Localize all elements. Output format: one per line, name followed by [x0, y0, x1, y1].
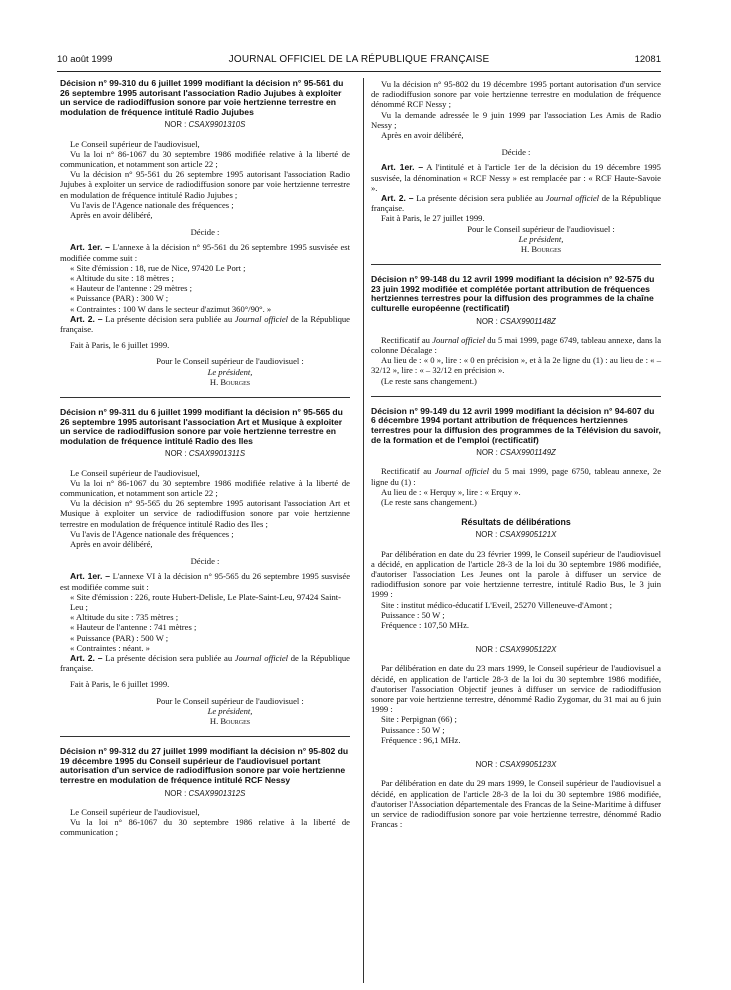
power-line: Puissance : 50 W ; — [381, 609, 445, 620]
article-label: Art. 2. – — [70, 313, 103, 324]
annex-line: « Contraintes : 100 W dans le secteur d'azimut 360°/90°. » — [70, 303, 272, 314]
signature-title: Le président, — [207, 366, 253, 377]
nor-reference: NOR : CSAX9901310S — [164, 120, 246, 130]
nor-code: CSAX9905123X — [499, 760, 557, 770]
results-section — [371, 517, 661, 829]
annex-line: « Puissance (PAR) : 300 W ; — [70, 293, 169, 304]
article-label: Art. 1er. – — [70, 242, 110, 253]
signature-line: Pour le Conseil supérieur de l'audiovisuel : — [467, 223, 615, 234]
fait-a-paris: Fait à Paris, le 6 juillet 1999. — [70, 679, 170, 690]
decide-heading: Décide : — [190, 556, 220, 567]
site-line: Site : Perpignan (66) ; — [381, 714, 457, 725]
nor-reference: NOR : CSAX9901148Z — [476, 316, 556, 326]
article-1: Art. 1er. – A l'intitulé et à l'article 1er de la décision du 19 décembre 1995 susvisée, la dénomination « RCF Nessy » est remplacée par : « RCF Haute-Savoie ». — [371, 162, 661, 193]
article-1: Art. 1er. – L'annexe à la décision n° 95-561 du 26 septembre 1995 susvisée est modifiée comme suit : — [60, 242, 350, 263]
article-label: Art. 1er. – — [381, 162, 424, 173]
nor-reference: NOR : CSAX9905121X — [475, 530, 557, 540]
paragraph: Vu la décision n° 95-802 du 19 décembre 1995 portant autorisation d'un service de radiodiffusion sonore par voie hertzienne terrestre en modulation de fréquence dénommé RCF Nessy ; — [371, 79, 661, 110]
decide-heading: Décide : — [501, 147, 531, 158]
header-journal-title: JOURNAL OFFICIEL DE LA RÉPUBLIQUE FRANÇAISE — [228, 54, 490, 65]
power-line: Puissance : 50 W ; — [381, 724, 445, 735]
signature-name: H. Bourges — [209, 716, 251, 727]
nor-code: CSAX9901148Z — [500, 316, 556, 326]
decision-title: Décision n° 99-149 du 12 avril 1999 modifiant la décision n° 94-607 du 6 décembre 1994 portant attribution de fréquences hertziennes terrestres pour la diffusion des programmes de la Télévision du savoir, de la formation et de l'emploi (rectificatif) — [371, 405, 661, 445]
annex-line: « Puissance (PAR) : 500 W ; — [70, 632, 169, 643]
paragraph: Après en avoir délibéré, — [381, 130, 464, 141]
article-label: Art. 2. – — [70, 653, 103, 664]
annex-line: « Site d'émission : 226, route Hubert-Delisle, Le Plate-Saint-Leu, 97424 Saint-Leu ; — [70, 591, 342, 613]
paragraph: Vu l'avis de l'Agence nationale des fréquences ; — [70, 199, 234, 210]
nor-reference: NOR : CSAX9901312S — [164, 788, 246, 798]
decision-99-310 — [60, 79, 350, 387]
section-rule — [371, 264, 661, 265]
section-rule — [371, 396, 661, 397]
column-divider — [363, 78, 364, 983]
paragraph: Vu la loi n° 86-1067 du 30 septembre 1986 modifiée relative à la liberté de communication, et notamment son article 22 ; — [60, 148, 350, 169]
page-header — [57, 55, 661, 67]
paragraph: Par délibération en date du 23 mars 1999, le Conseil supérieur de l'audiovisuel a décidé, en application de l'article 28-3 de la loi du 30 septembre 1986 modifiée, d'autoriser l'association Objectif jeunes à diffuser un service de radiodiffusion sonore par voie hertzienne terrestre, dénommé Radio Zygomar, du 31 mai au 6 juin 1999 : — [371, 663, 661, 715]
paragraph: Vu la loi n° 86-1067 du 30 septembre 1986 modifiée relative à la liberté de communication, et notamment son article 22 ; — [60, 477, 350, 499]
paragraph: Par délibération en date du 23 février 1999, le Conseil supérieur de l'audiovisuel a décidé, en application de l'article 28-3 de la loi du 30 septembre 1986 modifiée, d'autoriser l'association Les Jeunes ont la parole à diffuser un service de radiodiffusion sonore par voie hertzienne terrestre, intitulé Radio Bus, le 3 juin 1999 : — [371, 548, 661, 600]
nor-reference: NOR : CSAX9901311S — [164, 449, 246, 459]
section-rule — [60, 736, 350, 737]
signature-line: Pour le Conseil supérieur de l'audiovisuel : — [156, 356, 304, 367]
paragraph: Vu la loi n° 86-1067 du 30 septembre 1986 relative à la liberté de communication ; — [60, 817, 350, 838]
nor-reference: NOR : CSAX9901149Z — [476, 448, 556, 458]
annex-line: « Hauteur de l'antenne : 741 mètres ; — [70, 622, 197, 633]
decision-99-149 — [371, 407, 661, 507]
signature-title: Le président, — [518, 233, 564, 244]
site-line: Site : institut médico-éducatif L'Eveil, 25270 Villeneuve-d'Amont ; — [381, 599, 613, 610]
section-heading: Résultats de délibérations — [461, 517, 571, 528]
paragraph: Après en avoir délibéré, — [70, 210, 153, 220]
paragraph: Au lieu de : « Herquy », lire : « Erquy ». — [381, 486, 521, 497]
paragraph: (Le reste sans changement.) — [381, 497, 477, 508]
annex-line: « Hauteur de l'antenne : 29 mètres ; — [70, 283, 193, 294]
signature-title: Le président, — [207, 705, 253, 716]
signature-name: H. Bourges — [209, 376, 251, 387]
article-2: Art. 2. – La présente décision sera publiée au Journal officiel de la République française. — [371, 193, 661, 214]
fait-a-paris: Fait à Paris, le 27 juillet 1999. — [381, 213, 485, 224]
paragraph: Rectificatif au Journal officiel du 5 mai 1999, page 6750, tableau annexe, 2e ligne du (1) : — [371, 466, 662, 487]
result-1 — [371, 530, 661, 630]
nor-reference: NOR : CSAX9905122X — [475, 645, 557, 655]
article-2: Art. 2. – La présente décision sera publiée au Journal officiel de la République française. — [60, 313, 350, 335]
annex-line: « Site d'émission : 18, rue de Nice, 97420 Le Port ; — [70, 262, 246, 273]
paragraph: Vu la décision n° 95-561 du 26 septembre 1995 autorisant l'association Radio Jujubes à exploiter un service de radiodiffusion sonore par voie hertzienne terrestre en modulation de fréquence intitulé Radio Jujubes ; — [60, 169, 350, 200]
paragraph: Par délibération en date du 29 mars 1999, le Conseil supérieur de l'audiovisuel a décidé, en application de l'article 28-3 de la loi du 30 septembre 1986 modifiée, d'autoriser l'Association départementale des Francas de la Seine-Maritime à diffuser un service de radiodiffusion sonore par voie hertzienne terrestre, dénommé Radio Francas : — [371, 778, 661, 830]
decision-99-311 — [60, 408, 350, 726]
frequency-line: Fréquence : 107,50 MHz. — [381, 620, 470, 631]
fait-a-paris: Fait à Paris, le 6 juillet 1999. — [70, 340, 170, 351]
nor-code: CSAX9901149Z — [500, 448, 556, 458]
paragraph: Le Conseil supérieur de l'audiovisuel, — [70, 806, 200, 817]
paragraph: Le Conseil supérieur de l'audiovisuel, — [70, 467, 200, 478]
paragraph: Rectificatif au Journal officiel du 5 mai 1999, page 6749, tableau annexe, dans la colonne Décalage : — [371, 334, 662, 356]
decision-99-312-continued — [371, 79, 661, 254]
result-2 — [371, 645, 661, 745]
left-column — [60, 79, 350, 837]
annex-line: « Altitude du site : 18 mètres ; — [70, 273, 174, 284]
decision-99-148 — [371, 275, 661, 386]
result-3 — [371, 760, 661, 829]
header-date: 10 août 1999 — [57, 54, 113, 65]
nor-code: CSAX9901310S — [188, 120, 246, 130]
signature-line: Pour le Conseil supérieur de l'audiovisuel : — [156, 695, 304, 706]
article-1: Art. 1er. – L'annexe VI à la décision n° 95-565 du 26 septembre 1995 susvisée est modifiée comme suit : — [60, 571, 351, 592]
section-rule — [60, 397, 350, 398]
nor-code: CSAX9905122X — [499, 645, 557, 655]
nor-reference: NOR : CSAX9905123X — [475, 760, 557, 770]
annex-line: « Altitude du site : 735 mètres ; — [70, 612, 179, 623]
article-label: Art. 2. – — [381, 193, 414, 204]
paragraph: Au lieu de : « 0 », lire : « 0 en précision », et à la 2e ligne du (1) : au lieu de : « – 32/12 », lire : « – 32/12 en précision ». — [371, 355, 661, 376]
right-column — [371, 79, 661, 829]
frequency-line: Fréquence : 96,1 MHz. — [381, 734, 461, 745]
nor-code: CSAX9901311S — [188, 449, 246, 459]
article-2: Art. 2. – La présente décision sera publiée au Journal officiel de la République française. — [60, 653, 350, 674]
header-page-number: 12081 — [634, 54, 661, 65]
article-label: Art. 1er. – — [70, 571, 111, 582]
paragraph: Vu la demande adressée le 9 juin 1999 par l'association Les Amis de Radio Nessy ; — [371, 109, 661, 130]
paragraph: Après en avoir délibéré, — [70, 539, 153, 550]
header-rule — [57, 71, 661, 72]
decision-title: Décision n° 99-311 du 6 juillet 1999 modifiant la décision n° 95-565 du 26 septembre 1995 autorisant l'association Art et Musique à exploiter un service de radiodiffusion sonore par voie hertzienne terrestre en modulation de fréquence intitulé Radio des Iles — [60, 407, 343, 446]
decision-title: Décision n° 99-312 du 27 juillet 1999 modifiant la décision n° 95-802 du 19 décembre 1995 du Conseil supérieur de l'audiovisuel portant autorisation d'un service de radiodiffusion sonore par voie hertzienne terrestre en modulation de fréquence intitulé RCF Nessy — [60, 746, 349, 786]
nor-code: CSAX9901312S — [188, 788, 246, 798]
paragraph: (Le reste sans changement.) — [381, 375, 477, 386]
decision-title: Décision n° 99-148 du 12 avril 1999 modifiant la décision n° 92-575 du 23 juin 1992 modifiée et complétée portant attribution de fréquences hertziennes terrestres pour la diffusion des programmes de la chaîne culturelle européenne (rectificatif) — [371, 274, 655, 314]
decision-title: Décision n° 99-310 du 6 juillet 1999 modifiant la décision n° 95-561 du 26 septembre 1995 autorisant l'association Radio Jujubes à exploiter un service de radiodiffusion sonore par voie hertzienne terrestre en modulation de fréquence intitulé Radio Jujubes — [60, 78, 344, 117]
signature-name: H. Bourges — [520, 244, 562, 255]
paragraph: Vu la décision n° 95-565 du 26 septembre 1995 autorisant l'association Art et Musique à exploiter un service de radiodiffusion sonore par voie hertzienne terrestre en modulation de fréquence intitulé Radio des Iles ; — [60, 498, 350, 529]
decide-heading: Décide : — [190, 227, 220, 238]
decision-99-312 — [60, 747, 350, 837]
annex-line: « Contraintes : néant. » — [70, 642, 150, 653]
nor-code: CSAX9905121X — [499, 530, 557, 540]
paragraph: Vu l'avis de l'Agence nationale des fréquences ; — [70, 528, 234, 539]
paragraph: Le Conseil supérieur de l'audiovisuel, — [70, 138, 200, 149]
